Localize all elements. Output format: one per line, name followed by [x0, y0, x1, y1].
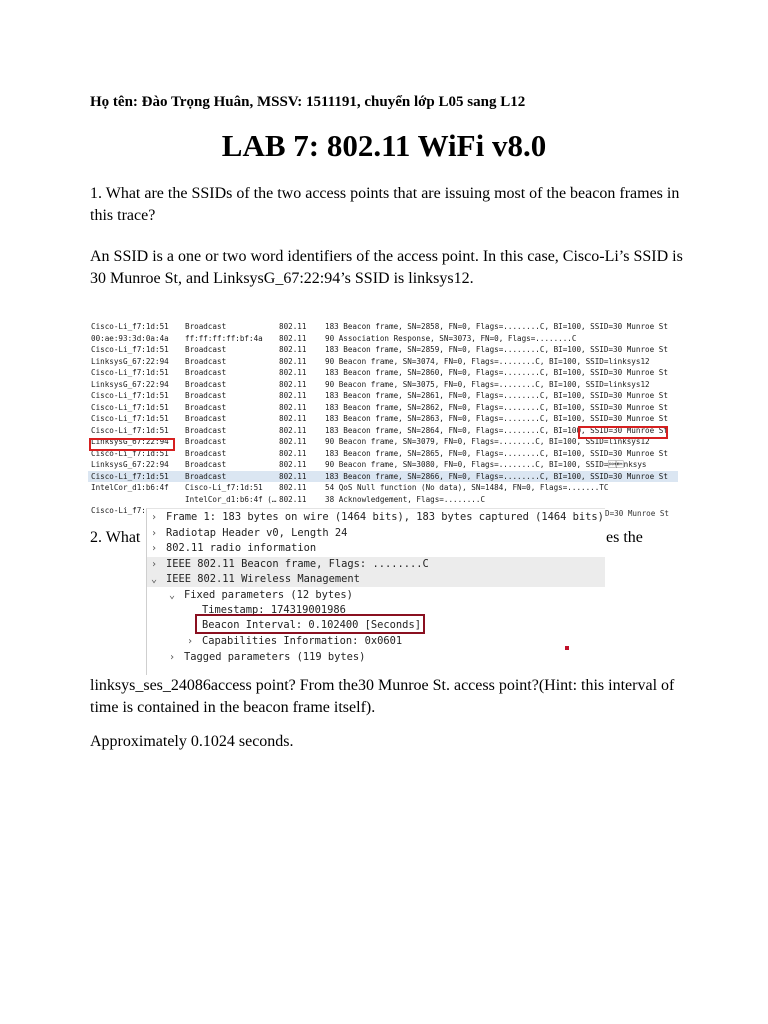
- packet-proto: 802.11: [279, 460, 307, 469]
- packet-info: 183 Beacon frame, SN=2860, FN=0, Flags=........C, BI=100, SSID=30 Munroe St: [325, 368, 668, 377]
- packet-info: 183 Beacon frame, SN=2859, FN=0, Flags=........C, BI=100, SSID=30 Munroe St: [325, 345, 668, 354]
- detail-tree-row[interactable]: [147, 650, 605, 665]
- packet-src: LinksysG_67:22:94: [91, 460, 169, 469]
- answer-2: Approximately 0.1024 seconds.: [90, 733, 294, 750]
- packet-dst: Cisco-Li_f7:1d:51: [185, 483, 263, 492]
- collapsed-arrow-icon[interactable]: ›: [151, 543, 158, 554]
- packet-row: [88, 413, 678, 425]
- packet-info: 183 Beacon frame, SN=2864, FN=0, Flags=........C, BI=100, SSID=30 Munroe St: [325, 425, 668, 435]
- packet-info: 90 Association Response, SN=3073, FN=0, Flags=........C: [325, 333, 577, 343]
- packet-row: [88, 482, 678, 494]
- packet-src: LinksysG_67:22:94: [91, 356, 169, 366]
- detail-tree-label: Fixed parameters (12 bytes): [184, 589, 353, 601]
- detail-tree-row[interactable]: [147, 634, 605, 649]
- packet-info: 90 Beacon frame, SN=3080, FN=0, Flags=........C, BI=100, SSID=nksys: [325, 460, 647, 469]
- packet-info: 183 Beacon frame, SN=2863, FN=0, Flags=........C, BI=100, SSID=30 Munroe St: [325, 414, 668, 423]
- packet-row: [88, 402, 678, 414]
- packet-proto: 802.11: [279, 425, 307, 435]
- packet-info: 90 Beacon frame, SN=3074, FN=0, Flags=........C, BI=100, SSID=linksys12: [325, 356, 650, 366]
- packet-src: IntelCor_d1:b6:4f: [91, 483, 169, 492]
- packet-info: 183 Beacon frame, SN=2866, FN=0, Flags=........C, BI=100, SSID=30 Munroe St: [325, 471, 668, 481]
- packet-dst: Broadcast: [185, 471, 227, 481]
- detail-tree-row[interactable]: [147, 557, 605, 572]
- detail-tree-row[interactable]: [147, 588, 605, 603]
- packet-row: [88, 471, 678, 483]
- packet-proto: 802.11: [279, 345, 307, 354]
- red-dot-mark: [565, 646, 569, 650]
- detail-tree-label: Frame 1: 183 bytes on wire (1464 bits), 183 bytes captured (1464 bits): [166, 511, 604, 523]
- packet-row: [88, 494, 678, 506]
- packet-row: [88, 448, 678, 460]
- question-2-rest: linksys_ses_24086access point? From the30 Munroe St. access point?(Hint: this interval of time is contained in the beacon frame itself).: [90, 677, 675, 716]
- packet-row: [88, 333, 678, 345]
- packet-proto: 802.11: [279, 448, 307, 458]
- packet-row: [88, 390, 678, 402]
- question-1: 1. What are the SSIDs of the two access points that are issuing most of the beacon frames in this trace?: [90, 185, 680, 224]
- packet-dst: Broadcast: [185, 356, 227, 366]
- packet-proto: 802.11: [279, 333, 307, 343]
- packet-dst: ff:ff:ff:ff:bf:4a: [185, 333, 263, 343]
- packet-dst: Broadcast: [185, 460, 227, 469]
- packet-info: 183 Beacon frame, SN=2865, FN=0, Flags=........C, BI=100, SSID=30 Munroe St: [325, 448, 668, 458]
- packet-info: 54 QoS Null function (No data), SN=1484, FN=0, Flags=.......TC: [325, 483, 609, 492]
- detail-tree-row[interactable]: [147, 541, 605, 556]
- packet-row: [88, 321, 678, 333]
- student-info-header: Họ tên: Đào Trọng Huân, MSSV: 1511191, chuyển lớp L05 sang L12: [90, 94, 526, 110]
- question-2-right-fragment: es the: [606, 529, 643, 546]
- packet-proto: 802.11: [279, 483, 307, 492]
- collapsed-arrow-icon[interactable]: ›: [151, 512, 158, 523]
- expanded-arrow-icon[interactable]: ⌄: [151, 574, 158, 585]
- collapsed-arrow-icon[interactable]: ›: [151, 559, 158, 570]
- detail-tree-label: Beacon Interval: 0.102400 [Seconds]: [202, 619, 421, 631]
- detail-tree-row[interactable]: [147, 572, 605, 587]
- packet-proto: 802.11: [279, 414, 307, 423]
- answer-1: An SSID is a one or two word identifiers of the access point. In this case, Cisco-Li’s SSID is 30 Munroe St, and LinksysG_67:22:94’s SSID is linksys12.: [90, 248, 683, 287]
- packet-row: [88, 344, 678, 356]
- packet-proto: 802.11: [279, 402, 307, 412]
- packet-src: Cisco-Li_f7:1d:51: [91, 368, 169, 377]
- packet-info: 183 Beacon frame, SN=2858, FN=0, Flags=........C, BI=100, SSID=30 Munroe St: [325, 322, 668, 331]
- packet-src: Cisco-Li_f7:1d:51: [91, 414, 169, 423]
- detail-tree-label: Radiotap Header v0, Length 24: [166, 527, 348, 539]
- detail-tree-label: 802.11 radio information: [166, 542, 317, 554]
- packet-proto: 802.11: [279, 391, 307, 400]
- detail-peek-text: D=30 Munroe St: [605, 509, 670, 518]
- detail-tree-row[interactable]: [147, 510, 605, 525]
- packet-dst: IntelCor_d1:b6:4f (…: [185, 494, 277, 504]
- packet-dst: Broadcast: [185, 402, 227, 412]
- packet-src: 00:ae:93:3d:0a:4a: [91, 333, 169, 343]
- detail-tree-label: Capabilities Information: 0x0601: [202, 635, 403, 647]
- detail-tree-label: IEEE 802.11 Wireless Management: [166, 573, 360, 585]
- detail-tree-label: Tagged parameters (119 bytes): [184, 651, 366, 663]
- packet-proto: 802.11: [279, 437, 307, 446]
- packet-src: Cisco-Li_f7:1d:51: [91, 471, 169, 481]
- packet-list-screenshot: [88, 321, 678, 519]
- linksys-source-highlight-box: [89, 438, 175, 451]
- ssid-highlight-box: [578, 426, 668, 439]
- packet-proto: 802.11: [279, 379, 307, 389]
- packet-dst: Broadcast: [185, 322, 227, 331]
- detail-tree-label: IEEE 802.11 Beacon frame, Flags: ........C: [166, 558, 429, 570]
- packet-src: Cisco-Li_f7:1d:51: [91, 448, 169, 458]
- packet-src: Cisco-Li_f7:1d:51: [91, 345, 169, 354]
- packet-dst: Broadcast: [185, 414, 227, 423]
- packet-src: Cisco-Li_f7:1d:51: [91, 391, 169, 400]
- packet-row: [88, 459, 678, 471]
- packet-src: Cisco-Li_f7:1d:51: [91, 402, 169, 412]
- beacon-interval-highlight-box: [195, 614, 425, 634]
- detail-tree-row[interactable]: [147, 526, 605, 541]
- packet-dst: Broadcast: [185, 391, 227, 400]
- packet-src: Cisco-Li_f7:1d:51: [91, 322, 169, 331]
- packet-proto: 802.11: [279, 322, 307, 331]
- packet-dst: Broadcast: [185, 425, 227, 435]
- packet-info: 38 Acknowledgement, Flags=........C: [325, 494, 486, 504]
- packet-row: [88, 367, 678, 379]
- detail-tree-label: Timestamp: 174319001986: [202, 604, 346, 616]
- packet-dst: Broadcast: [185, 345, 227, 354]
- expanded-arrow-icon[interactable]: ⌄: [169, 590, 176, 601]
- packet-proto: 802.11: [279, 494, 307, 504]
- packet-row: [88, 356, 678, 368]
- packet-proto: 802.11: [279, 356, 307, 366]
- packet-info: 183 Beacon frame, SN=2861, FN=0, Flags=........C, BI=100, SSID=30 Munroe St: [325, 391, 668, 400]
- packet-src: Cisco-Li_f7:: [91, 506, 146, 515]
- collapsed-arrow-icon[interactable]: ›: [169, 652, 176, 663]
- packet-row: [88, 379, 678, 391]
- page-title: LAB 7: 802.11 WiFi v8.0: [221, 128, 547, 163]
- collapsed-arrow-icon[interactable]: ›: [187, 636, 194, 647]
- packet-dst: Broadcast: [185, 437, 227, 446]
- packet-src: LinksysG_67:22:94: [91, 379, 169, 389]
- packet-dst: Broadcast: [185, 368, 227, 377]
- packet-src: Cisco-Li_f7:1d:51: [91, 425, 169, 435]
- packet-info: 90 Beacon frame, SN=3075, FN=0, Flags=........C, BI=100, SSID=linksys12: [325, 379, 650, 389]
- packet-proto: 802.11: [279, 368, 307, 377]
- packet-dst: Broadcast: [185, 448, 227, 458]
- packet-info: 183 Beacon frame, SN=2862, FN=0, Flags=........C, BI=100, SSID=30 Munroe St: [325, 402, 668, 412]
- question-2-start: 2. What: [90, 529, 141, 546]
- packet-proto: 802.11: [279, 471, 307, 481]
- packet-dst: Broadcast: [185, 379, 227, 389]
- packet-info: 90 Beacon frame, SN=3079, FN=0, Flags=........C, BI=100, SSID=linksys12: [325, 437, 650, 446]
- packet-src: LinksysG_67:22:94: [91, 437, 169, 446]
- collapsed-arrow-icon[interactable]: ›: [151, 528, 158, 539]
